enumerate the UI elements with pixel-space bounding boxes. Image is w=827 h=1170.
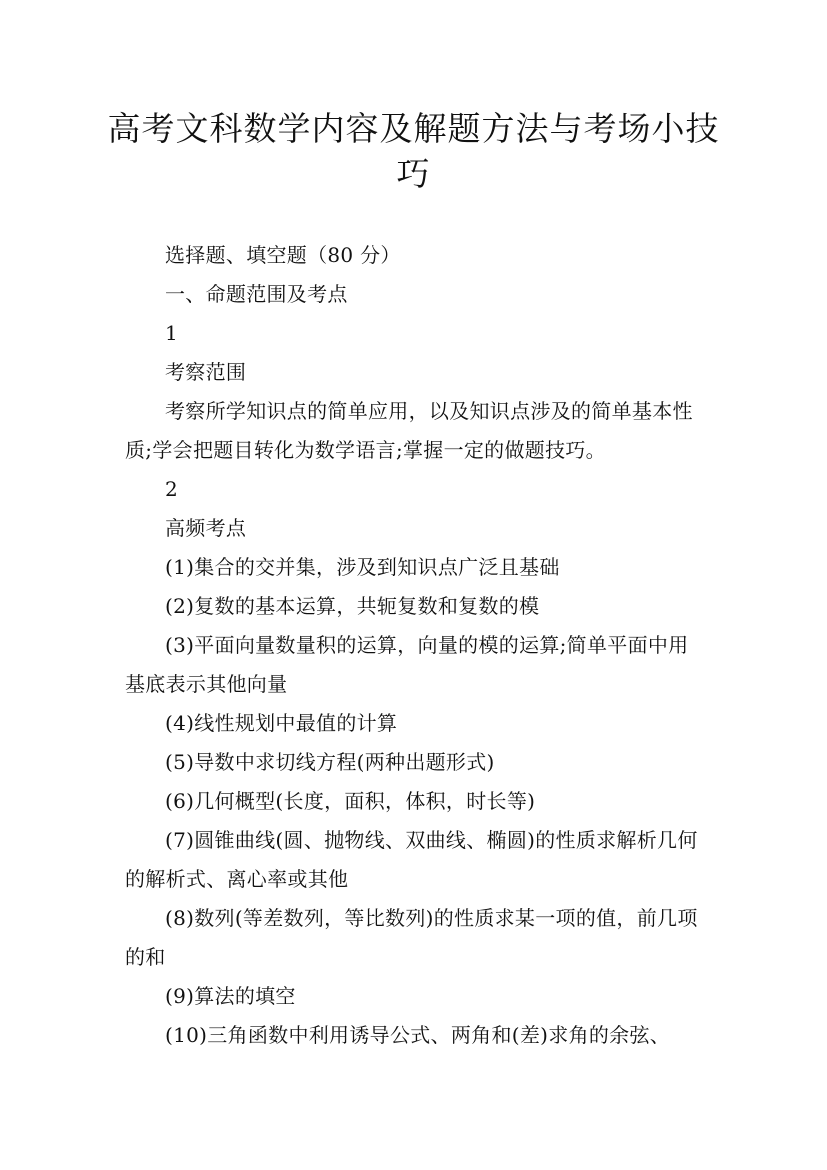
document-body	[125, 236, 705, 1055]
item-heading: 考察范围	[165, 360, 247, 384]
list-item: (8)数列(等差数列，等比数列)的性质求某一项的值，前几项的和	[125, 906, 698, 969]
item-number: 2	[165, 477, 179, 501]
subsection-heading: 一、命题范围及考点	[165, 282, 348, 306]
list-item: (9)算法的填空	[165, 984, 296, 1008]
list-item: (4)线性规划中最值的计算	[165, 711, 398, 735]
document-title	[100, 106, 727, 196]
title-line-2: 巧	[396, 154, 431, 193]
body-paragraph: 考察所学知识点的简单应用，以及知识点涉及的简单基本性质;学会把题目转化为数学语言;掌握一定的做题技巧。	[125, 399, 693, 462]
list-item: (6)几何概型(长度，面积，体积，时长等)	[165, 789, 536, 813]
section-heading: 选择题、填空题（80 分）	[165, 243, 401, 267]
item-number: 1	[165, 321, 179, 345]
list-item: (7)圆锥曲线(圆、抛物线、双曲线、椭圆)的性质求解析几何的解析式、离心率或其他	[125, 828, 698, 891]
title-line-1: 高考文科数学内容及解题方法与考场小技	[107, 109, 720, 148]
list-item: (3)平面向量数量积的运算，向量的模的运算;简单平面中用基底表示其他向量	[125, 633, 689, 696]
list-item: (5)导数中求切线方程(两种出题形式)	[165, 750, 495, 774]
list-item: (10)三角函数中利用诱导公式、两角和(差)求角的余弦、	[165, 1023, 671, 1047]
item-heading: 高频考点	[165, 516, 247, 540]
list-item: (2)复数的基本运算，共轭复数和复数的模	[165, 594, 540, 618]
list-item: (1)集合的交并集，涉及到知识点广泛且基础	[165, 555, 560, 579]
